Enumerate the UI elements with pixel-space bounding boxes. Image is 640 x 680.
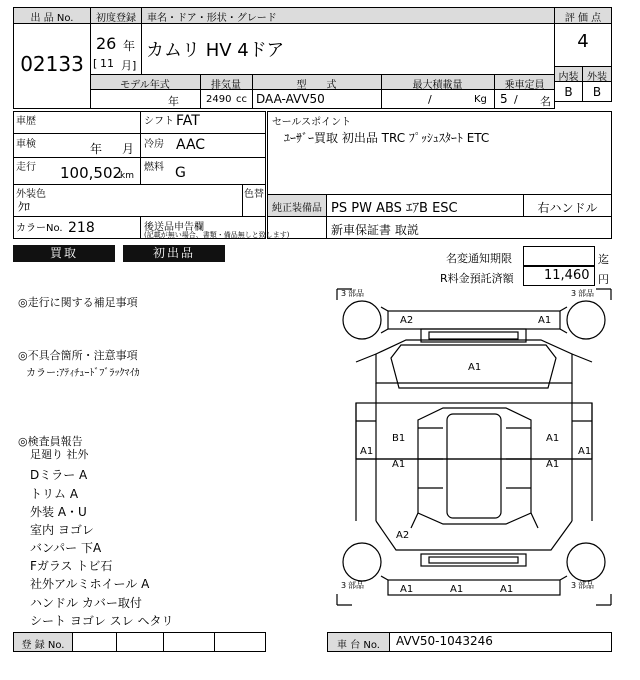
cabin-window-lines [418,428,531,488]
inspector-line: Fガラス トビ石 [30,559,113,573]
mark-right-side: A1 [578,446,592,457]
inspection-year-unit: 年 [90,142,103,156]
wheel-front-right [567,301,605,339]
inspector-line: ハンドル カバー取付 [30,596,142,610]
mileage-label: 走行 [16,162,36,173]
exterior-color-label: 外装色 [16,189,46,200]
recycle-amount: 11,460 [544,268,590,283]
lot-label: 出 品 No. [30,13,74,24]
capacity-unit: 名 [540,95,551,108]
inspection-label: 車検 [16,139,36,150]
car-condition-diagram [336,288,612,606]
model-year-unit: 年 [168,95,179,108]
mark-rear-bumper-3: A1 [500,584,514,595]
model-year-label: モデル年式 [120,80,170,91]
details-hline-3 [13,184,266,185]
name-change-unit: 迄 [598,253,609,266]
exterior-grade: B [592,85,602,99]
mark-front-bumper-left: A2 [400,315,414,326]
wheel-front-left [343,301,381,339]
equipment-value: PS PW ABS ｴｱB ESC [331,201,458,216]
model-label: 型 式 [296,80,337,91]
first-reg-year: 26 [96,34,117,53]
inspector-line: バンパー 下A [30,541,102,555]
details-vline-3 [140,216,141,239]
max-load-label: 最大積載量 [412,80,463,91]
details-vline-2 [242,184,243,216]
tag-buyout: 買取 [13,245,115,262]
score-value: 4 [577,31,589,52]
exterior-color-value: ｸﾛ [18,200,31,214]
equipment-hline [267,216,612,217]
chassis-number: AVV50-1043246 [396,634,493,648]
front-bumper [388,311,560,329]
inspector-line: 足廻り 社外 [30,448,89,461]
lot-number: 02133 [20,52,84,76]
front-grille-inner [429,332,518,339]
rear-garnish [421,554,526,566]
capacity-label: 乗車定員 [504,80,545,91]
tire-top-left-unit: 部品 [348,289,364,298]
mark-hood: A1 [468,362,482,373]
mark-rear-bumper-1: A1 [400,584,414,595]
tire-bottom-right-count: 3 [571,581,577,590]
capacity-slash: / [514,93,518,106]
history-label: 車歴 [16,116,36,127]
inspector-line: Dミラー A [30,468,88,482]
roof-panel [447,414,501,518]
mileage-unit: km [120,171,134,181]
max-load-unit: Kg [474,94,487,105]
tire-top-right-count: 3 [571,289,577,298]
recycle-unit: 円 [598,273,609,286]
fuel-value: G [175,165,186,181]
warranty-value: 新車保証書 取説 [331,223,419,237]
wheel-rear-left [343,543,381,581]
sales-point-label: セールスポイント [272,117,352,128]
mark-left-front-door-upper: B1 [392,433,406,444]
rear-pillars [411,513,538,528]
driving-notes-label: ◎走行に関する補足事項 [18,296,138,309]
mark-left-side: A1 [360,446,374,457]
displacement-unit: cc [236,94,247,105]
mark-right-front-door-upper: A1 [546,433,560,444]
details-vline-1 [140,111,141,184]
exterior-label: 外装 [587,72,607,83]
reg-no-vline-2 [163,632,164,652]
rear-garnish-inner [429,557,518,563]
steering-value: 右ハンドル [537,201,598,215]
first-reg-month-open: [ [93,57,98,70]
mark-front-bumper-right: A1 [538,315,552,326]
rear-bumper [388,580,560,595]
wheel-rear-right [567,543,605,581]
tire-bottom-left-unit: 部品 [348,581,364,590]
inspector-line: 社外アルミホイール A [30,577,150,591]
inspector-line: 外装 A・U [30,505,87,519]
inspector-line: シート ヨゴレ スレ ヘタリ [30,614,174,628]
mileage-value: 100,502 [60,164,123,182]
reg-no-vline-1 [116,632,117,652]
first-reg-label: 初度登録 [96,13,136,24]
mark-rear-bumper-2: A1 [450,584,464,595]
color-no-value: 218 [68,220,95,236]
tire-top-right-unit: 部品 [578,289,594,298]
name-change-label: 名変通知期限 [446,252,512,265]
ac-value: AAC [176,137,206,153]
max-load-slash: / [428,93,432,106]
equipment-label: 純正装備品 [272,203,322,214]
displacement-label: 排気量 [211,80,241,91]
first-reg-month: 11 [100,57,114,70]
model-value: DAA-AVV50 [256,92,325,106]
score-label: 評 価 点 [564,13,602,24]
first-reg-year-unit: 年 [123,39,136,53]
color-change-label: 色替 [244,189,264,200]
interior-grade: B [564,85,573,99]
body-side-bands [356,403,592,459]
later-report-label: 後送品申告欄 [144,222,204,233]
defect-notes-label: ◎不具合箇所・注意事項 [18,349,138,362]
capacity-value: 5 [500,92,508,106]
inspector-line: トリム A [30,487,79,501]
tire-bottom-right-unit: 部品 [578,581,594,590]
interior-label: 内装 [558,72,579,83]
shift-value: FAT [176,113,200,129]
later-report-note: (記載が無い場合、書類・備品無しと致します) [144,231,290,239]
mark-right-front-door-lower: A1 [546,459,560,470]
mark-rear-left: A2 [396,530,410,541]
reg-no-label: 登 録 No. [21,640,65,651]
defect-color-note: カラー:ｱﾃｨﾁｭｰﾄﾞﾌﾞﾗｯｸﾏｲｶ [26,368,140,379]
recycle-label: R料金預託済額 [440,272,514,285]
sales-point-text: ﾕｰｻﾞｰ買取 初出品 TRC ﾌﾟｯｼｭｽﾀｰﾄ ETC [284,131,490,145]
tag-first-listing: 初出品 [123,245,225,262]
shift-label: シフト [144,116,174,127]
inspection-month-unit: 月 [122,142,135,156]
body-inner-lines [376,383,572,521]
ac-label: 冷房 [144,139,164,150]
tire-bottom-left-count: 3 [341,581,347,590]
inspector-line: 室内 ヨゴレ [30,523,94,537]
color-no-label: カラーNo. [16,223,63,234]
chassis-label: 車 台 No. [337,640,380,651]
displacement-value: 2490 [206,94,232,105]
cabin-outline [418,408,531,524]
inspector-report-label: ◎検査員報告 [18,435,83,448]
first-reg-month-unit: 月] [121,59,137,72]
car-name: カムリ HV 4ドア [146,40,285,61]
reg-no-vline-3 [214,632,215,652]
car-name-label: 車名・ドア・形状・グレード [147,13,277,24]
tire-top-left-count: 3 [341,289,347,298]
name-change-box [523,246,595,266]
fuel-label: 燃料 [144,162,164,173]
mark-left-front-door-lower: A1 [392,459,406,470]
